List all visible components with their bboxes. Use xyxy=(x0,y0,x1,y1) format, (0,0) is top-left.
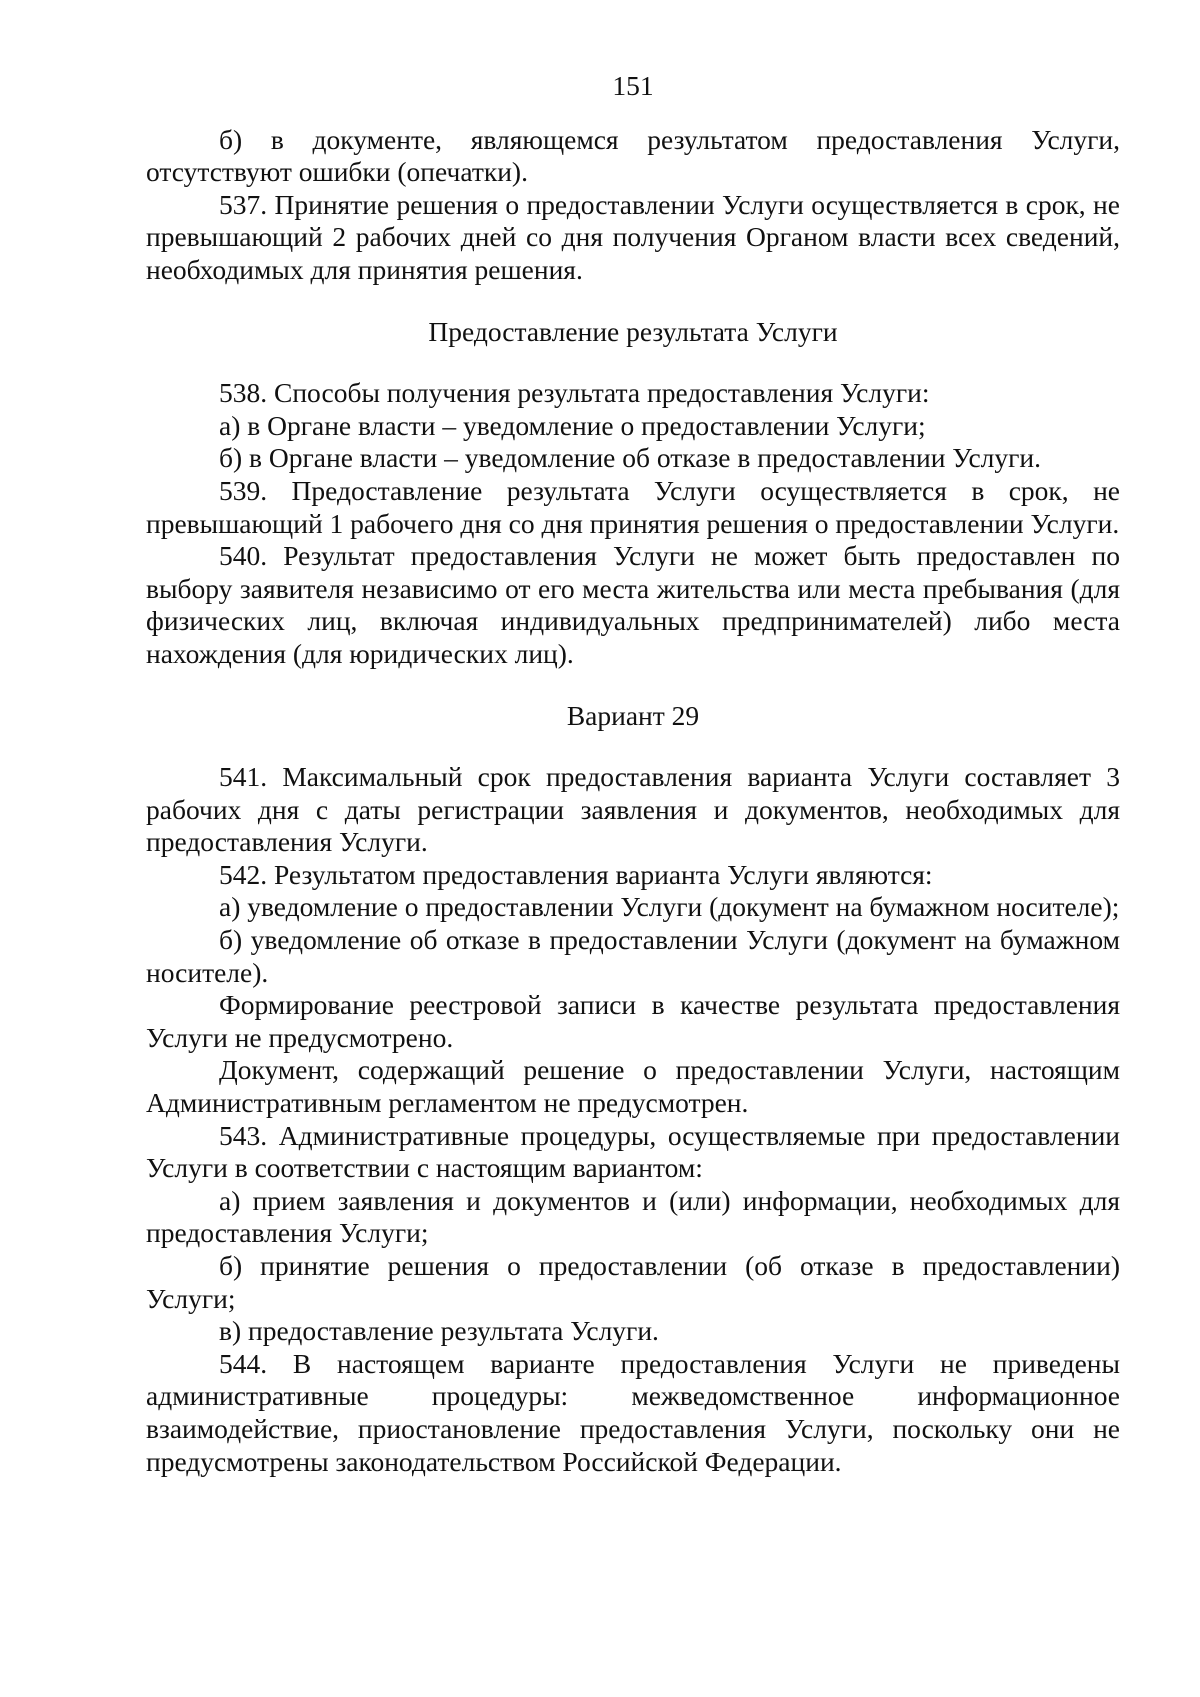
page-number: 151 xyxy=(612,70,654,101)
paragraph-544: 544. В настоящем варианте предоставления Услуги не приведены административные процедуры: межведомственное информационное взаимодействие, приостановление предоставления Услуги, поскольку они не предусмотрены законодательством Российской Федерации. xyxy=(146,1347,1120,1477)
paragraph-543: 543. Административные процедуры, осуществляемые при предоставлении Услуги в соответствии с настоящим вариантом: xyxy=(146,1119,1120,1184)
paragraph-538-a: а) в Органе власти – уведомление о предоставлении Услуги; xyxy=(219,409,926,441)
paragraph-537: 537. Принятие решения о предоставлении Услуги осуществляется в срок, не превышающий 2 рабочих дней со дня получения Органом власти всех сведений, необходимых для принятия решения. xyxy=(146,188,1120,285)
paragraph-539: 539. Предоставление результата Услуги осуществляется в срок, не превышающий 1 рабочего дня со дня принятия решения о предоставлении Услуги. xyxy=(146,474,1120,539)
paragraph-543-v: в) предоставление результата Услуги. xyxy=(219,1315,659,1347)
paragraph-543-b: б) принятие решения о предоставлении (об отказе в предоставлении) Услуги; xyxy=(146,1250,1120,1314)
section-heading-variant: Вариант 29 xyxy=(566,699,700,731)
paragraph-542-a: а) уведомление о предоставлении Услуги (документ на бумажном носителе); xyxy=(219,891,1120,923)
paragraph-registry-record: Формирование реестровой записи в качестве результата предоставления Услуги не предусмотрено. xyxy=(146,989,1120,1053)
paragraph-540: 540. Результат предоставления Услуги не может быть предоставлен по выбору заявителя независимо от его места жительства или места пребывания (для физических лиц, включая индивидуальных предпринимателей) либо места нахождения (для юридических лиц). xyxy=(146,540,1120,669)
paragraph-538: 538. Способы получения результата предоставления Услуги: xyxy=(219,377,930,409)
paragraph-542-b: б) уведомление об отказе в предоставлении Услуги (документ на бумажном носителе). xyxy=(146,924,1120,988)
document-page xyxy=(146,70,1120,1478)
paragraph-543-a: а) прием заявления и документов и (или) информации, необходимых для предоставления Услуги; xyxy=(146,1184,1120,1249)
section-heading-result: Предоставление результата Услуги xyxy=(428,315,838,347)
paragraph-b-no-errors: б) в документе, являющемся результатом предоставления Услуги, отсутствуют ошибки (опечатки). xyxy=(146,123,1120,188)
paragraph-541: 541. Максимальный срок предоставления варианта Услуги составляет 3 рабочих дня с даты регистрации заявления и документов, необходимых для предоставления Услуги. xyxy=(146,761,1120,858)
paragraph-538-b: б) в Органе власти – уведомление об отказе в предоставлении Услуги. xyxy=(219,442,1042,474)
paragraph-decision-document: Документ, содержащий решение о предоставлении Услуги, настоящим Административным регламентом не предусмотрен. xyxy=(146,1054,1120,1119)
paragraph-542: 542. Результатом предоставления варианта Услуги являются: xyxy=(219,858,933,890)
